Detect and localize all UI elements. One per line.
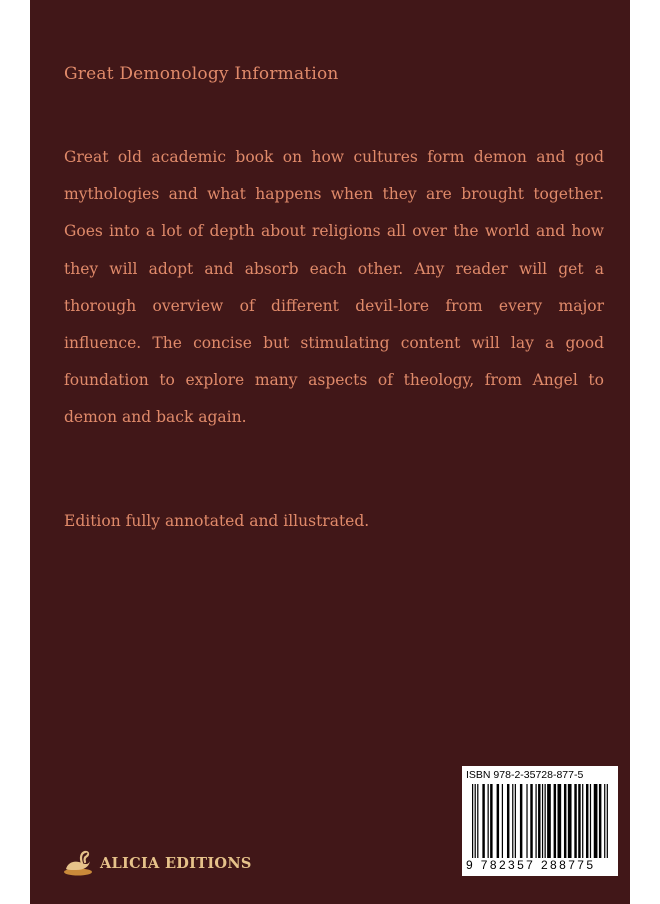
barcode-bar xyxy=(568,784,572,858)
book-description: Great old academic book on how cultures form demon and god mythologies and what happens when they are brought together. Goes into a lot of depth about religions all over the world and how they will adopt and absorb each other. Any reader will get a thorough overview of different devil-lore from every major influence. The concise but stimulating content will lay a good foundation to explore many aspects of theology, from Angel to demon and back again. xyxy=(64,148,604,427)
barcode-bars xyxy=(472,784,608,858)
barcode-digits: 9 782357 288775 xyxy=(466,858,596,872)
barcode-bar xyxy=(594,784,598,858)
barcode-bar xyxy=(515,784,516,858)
barcode-bar xyxy=(599,784,601,858)
barcode-bar xyxy=(604,784,605,858)
barcode-bar xyxy=(578,784,580,858)
barcode-bar xyxy=(472,784,473,858)
barcode-bar xyxy=(477,784,478,858)
barcode-bar xyxy=(564,784,566,858)
barcode-bar xyxy=(535,784,536,858)
barcode-bar xyxy=(526,784,527,858)
publisher-name: ALICIA EDITIONS xyxy=(100,854,252,872)
barcode-bar xyxy=(590,784,591,858)
barcode-bar xyxy=(475,784,476,858)
barcode-bar xyxy=(502,784,503,858)
cover-heading: Great Demonology Information xyxy=(64,64,339,84)
barcode-bar xyxy=(557,784,561,858)
barcode-bar xyxy=(507,784,509,858)
barcode-bar xyxy=(482,784,484,858)
barcode-bar xyxy=(545,784,546,858)
barcode-bar xyxy=(490,784,492,858)
barcode-bar xyxy=(582,784,583,858)
edition-note: Edition fully annotated and illustrated. xyxy=(64,512,370,530)
barcode-bar xyxy=(607,784,608,858)
barcode-bar xyxy=(542,784,543,858)
barcode-bar xyxy=(554,784,556,858)
isbn-label: ISBN 978-2-35728-877-5 xyxy=(466,769,584,781)
barcode-bar xyxy=(538,784,540,858)
swan-logo-icon xyxy=(62,848,94,878)
barcode-bar xyxy=(547,784,551,858)
barcode-bar xyxy=(512,784,513,858)
publisher-logo xyxy=(62,847,252,879)
barcode-bar xyxy=(497,784,499,858)
isbn-barcode xyxy=(462,766,618,876)
back-cover xyxy=(30,0,630,904)
barcode-bar xyxy=(488,784,489,858)
barcode-bar xyxy=(586,784,588,858)
barcode-bar xyxy=(520,784,522,858)
barcode-bar xyxy=(530,784,532,858)
barcode-bar xyxy=(574,784,576,858)
